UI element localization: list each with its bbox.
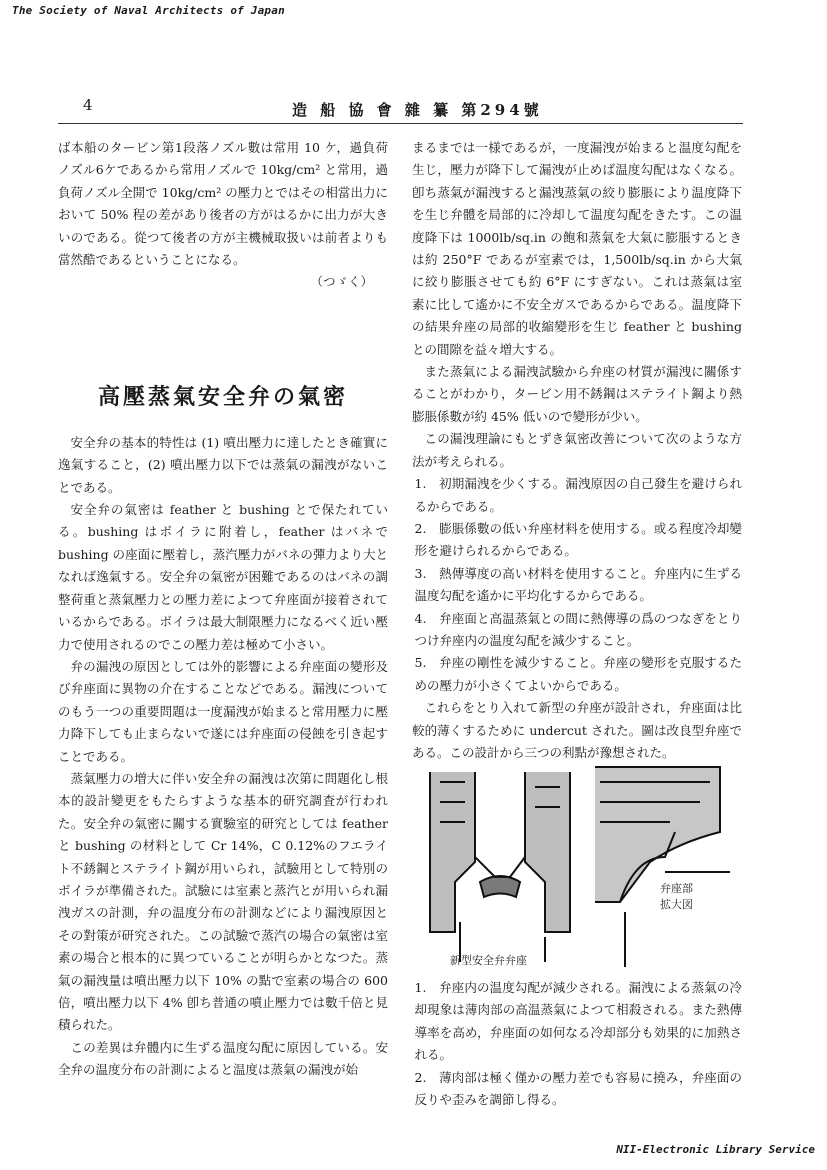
figure-caption-detail: 拡大図	[660, 898, 693, 911]
list-item: 5. 弁座の剛性を減少すること。弁座の變形を克服するための壓力が小さくてよいからである。	[414, 655, 742, 693]
body-paragraph: 安全弁の基本的特性は (1) 噴出壓力に達したとき確實に逸氣すること，(2) 噴出壓力以下では蒸氣の漏洩がないことである。	[58, 434, 388, 495]
body-paragraph: この差異は弁體内に生ずる温度勾配に原因している。安全弁の温度分布の計測によると温度は蒸氣の漏洩が始	[58, 1039, 388, 1078]
body-paragraph: また蒸氣による漏洩試驗から弁座の材質が漏洩に關係することがわかり，タービン用不銹鋼はステライト鋼より熱膨脹係數が約 45% 低いので變形が少い。	[412, 364, 742, 424]
list-item: 2. 薄肉部は極く僅かの壓力差でも容易に撓み，弁座面の反りや歪みを調節し得る。	[414, 1069, 742, 1108]
valve-seat-figure	[420, 762, 740, 970]
page-number: 4	[83, 96, 93, 114]
right-column-bottom	[412, 977, 742, 1111]
continuation-paragraph: ば本船のタービン第1段落ノズル數は常用 10 ケ，過負荷ノズル6ケであるから常用ノズルで 10kg/cm² と常用，過負荷ノズル全開で 10kg/cm² の壓力とではその相當出力において 50% 程の差があり後者の方がはるかに出力が大きいのである。從つて後者の方が主機械取扱いは前者よりも當然酷であるということになる。	[58, 140, 388, 268]
society-banner: The Society of Naval Architects of Japan	[12, 4, 285, 17]
list-item: 4. 弁座面と高温蒸氣との間に熱傳導の爲のつなぎをとりつけ弁座内の温度勾配を減少すること。	[414, 610, 742, 648]
valve-section-drawing	[430, 772, 570, 962]
body-paragraph: 弁の漏洩の原因としては外的影響による弁座面の變形及び弁座面に異物の介在することなどである。漏洩についてのもう一つの重要問題は一度漏洩が始まると常用壓力に壓力降下しても止まらないで遂には弁座面の侵蝕を引き起すことである。	[58, 658, 388, 764]
journal-title: 造 船 協 會 雜 纂 第294號	[292, 101, 543, 119]
to-be-continued: （つゞく）	[310, 274, 373, 290]
body-paragraph: まるまでは一様であるが，一度漏洩が始まると温度勾配を生じ，壓力が降下して漏洩が止めば温度勾配はなくなる。卽ち蒸氣が漏洩すると漏洩蒸氣の絞り膨脹により温度降下を生じ弁體を局部的に冷却して温度勾配をきたす。この温度降下は 1000lb/sq.in の飽和蒸氣を大氣に膨脹するときは約 250°F であるが室素では，1,500lb/sq.in から大氣に絞り膨脹させても約 6°F にすぎない。これは蒸氣は室素に比して遙かに不安全ガスであるからである。温度降下の結果弁座の局部的收縮變形を生じ feather と bushing との間隙を益々増大する。	[412, 140, 742, 357]
list-item: 1. 弁座内の温度勾配が減少される。漏洩による蒸氣の冷却現象は薄肉部の高温蒸氣によつて相殺される。また熱傳導率を高め，弁座面の如何なる冷却部分も効果的に加熱される。	[414, 980, 742, 1063]
right-column	[412, 137, 742, 764]
header-rule	[58, 123, 743, 124]
figure-caption-detail: 弁座部	[660, 882, 693, 895]
body-paragraph: この漏洩理論にもとずき氣密改善について次のような方法が考えられる。	[412, 431, 742, 469]
article-title: 高壓蒸氣安全弁の氣密	[97, 383, 348, 410]
body-paragraph: 安全弁の氣密は feather と bushing とで保たれている。bushing はボイラに附着し，feather はバネで bushing の座面に壓着し，蒸汽壓力がバネの彈力より大となれば逸氣する。安全弁の氣密が困難であるのはバネの調整荷重と蒸氣壓力との壓力差によつて弁座面が接着されているからである。ボイラは最大制限壓力になるべく近い壓力で使用されるのでこの壓力差は極めて小さい。	[58, 502, 388, 652]
list-item: 2. 膨脹係數の低い弁座材料を使用する。或る程度冷却變形を避けられるからである。	[414, 520, 742, 559]
left-column	[58, 137, 388, 1082]
seat-detail-drawing	[595, 767, 730, 967]
list-item: 1. 初期漏洩を少くする。漏洩原因の自己發生を避けられるからである。	[414, 476, 742, 514]
library-banner: NII-Electronic Library Service	[616, 1143, 815, 1156]
list-item: 3. 熱傳導度の高い材料を使用すること。弁座内に生ずる温度勾配を遙かに平均化するからである。	[414, 565, 742, 604]
figure-caption: 新型安全弁弁座	[450, 954, 527, 967]
body-paragraph: 蒸氣壓力の増大に伴い安全弁の漏洩は次第に問題化し根本的設計變更をもたらすような基本的研究調査が行われた。安全弁の氣密に關する實驗室的研究としては feather と bushing の材料として Cr 14%，C 0.12%のフエライト不銹鋼とステライト鋼が用いられ，試驗用として特別のボイラが準備された。試驗には室素と蒸汽とが用いられ漏洩ガスの計測，弁の温度分布の計測などにより漏洩原因とその對策が研究された。この試驗で蒸汽の場合の氣密は室素の場合と根本的に異つていることが明らかとなつた。蒸氣の漏洩量は噴出壓力以下 10% の點で室素の場合の 600 倍，噴出壓力以下 4% 卽ち普通の噴止壓力では數千倍と見積られた。	[58, 770, 388, 1033]
body-paragraph: これらをとり入れて新型の弁座が設計され，弁座面は比較的薄くするために undercut された。圖は改良型弁座である。この設計から三つの利點が豫想された。	[412, 700, 742, 760]
